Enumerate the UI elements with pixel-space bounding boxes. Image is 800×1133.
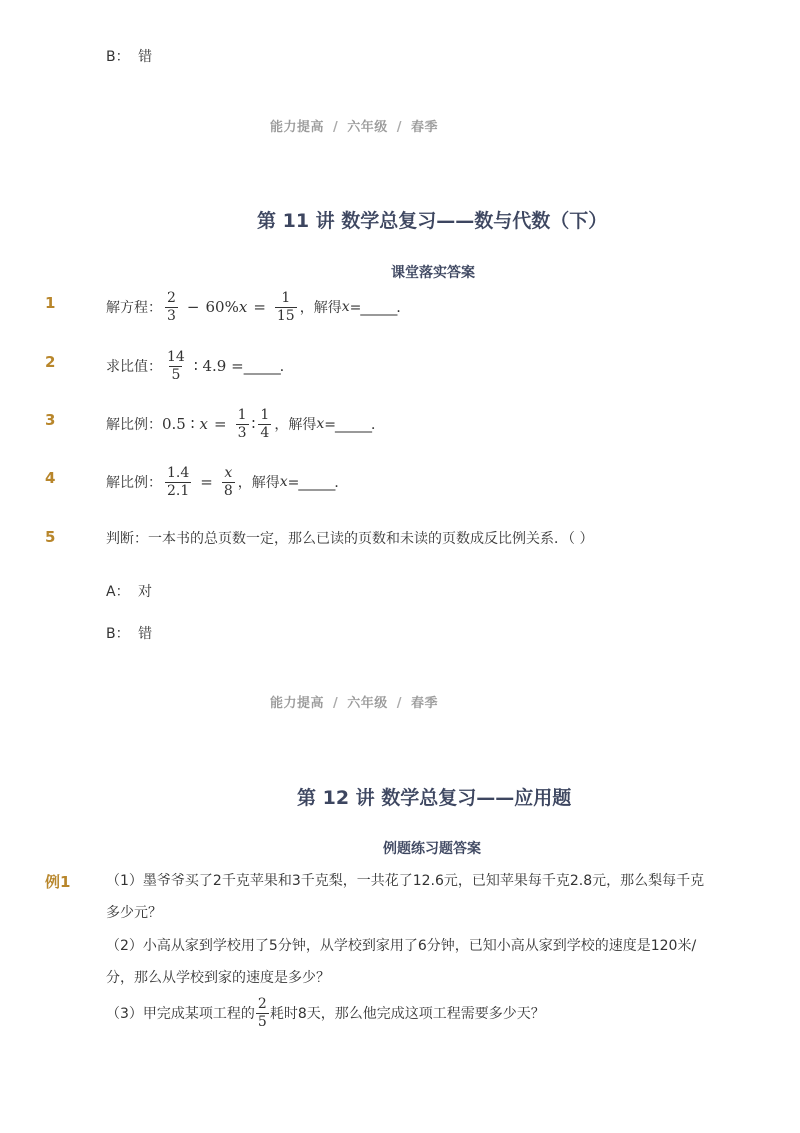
question-number: 4 bbox=[45, 469, 56, 487]
answer-blank: =______． bbox=[349, 300, 410, 316]
denominator: 2.1 bbox=[167, 482, 190, 499]
example-part-3 bbox=[106, 993, 545, 1033]
answer-variable: x bbox=[341, 299, 350, 315]
equals-sign: = bbox=[214, 415, 227, 433]
example-part-3-suffix: 耗时8天，那么他完成这项工程需要多少天？ bbox=[269, 1006, 545, 1022]
lecture-title: 第 12 讲 数学总复习——应用题 bbox=[297, 787, 572, 809]
question-number: 1 bbox=[45, 294, 56, 312]
footer-separator: / bbox=[333, 696, 339, 711]
fraction bbox=[275, 290, 297, 325]
example-part-2-line-2: 分，那么从学校到家的速度是多少？ bbox=[106, 970, 330, 986]
example-part-2-line-1: （2）小高从家到学校用了5分钟，从学校到家用了6分钟，已知小高从家到学校的速度是120米/ bbox=[106, 938, 697, 954]
fraction bbox=[165, 290, 178, 325]
answer-variable: x bbox=[316, 416, 325, 432]
example-part-3-prefix: （3）甲完成某项工程的 bbox=[106, 1006, 255, 1022]
section-title: 课堂落实答案 bbox=[391, 265, 475, 281]
question-prefix: 解方程： bbox=[106, 300, 162, 316]
percent-value: 60% bbox=[205, 298, 239, 316]
equals-sign: = bbox=[200, 473, 213, 491]
option-a bbox=[106, 581, 152, 601]
fraction bbox=[165, 465, 191, 500]
question-2 bbox=[106, 345, 293, 387]
option-b bbox=[106, 623, 152, 643]
question-prefix: 解比例： bbox=[106, 417, 162, 433]
denominator: 3 bbox=[237, 424, 247, 441]
page-footer bbox=[270, 116, 438, 135]
fraction bbox=[165, 349, 187, 384]
question-suffix: ，解得 bbox=[274, 417, 317, 433]
option-b bbox=[106, 46, 152, 66]
footer-separator: / bbox=[333, 120, 339, 135]
example-part-1-line-2: 多少元？ bbox=[106, 905, 162, 921]
numerator: 14 bbox=[167, 348, 185, 365]
option-letter: B： bbox=[106, 626, 130, 642]
question-5-text: 判断：一本书的总页数一定，那么已读的页数和未读的页数成反比例关系．（ ） bbox=[106, 531, 594, 547]
denominator: 4 bbox=[260, 424, 270, 441]
fraction bbox=[256, 996, 269, 1031]
question-suffix: ，解得 bbox=[237, 475, 280, 491]
footer-grade: 六年级 bbox=[347, 120, 388, 135]
question-number: 5 bbox=[45, 528, 56, 546]
ratio-colon: ∶ bbox=[251, 415, 256, 433]
fraction bbox=[222, 465, 235, 500]
denominator: 5 bbox=[171, 366, 181, 383]
variable: x bbox=[199, 415, 208, 433]
question-prefix: 求比值： bbox=[106, 359, 162, 375]
answer-blank: =______． bbox=[324, 417, 384, 433]
variable: x bbox=[238, 298, 248, 316]
numerator: 2 bbox=[257, 995, 267, 1012]
numerator: 1 bbox=[281, 289, 291, 306]
option-text: 错 bbox=[138, 626, 153, 642]
answer-variable: x bbox=[279, 474, 288, 490]
numerator: 1 bbox=[237, 406, 247, 423]
footer-season: 春季 bbox=[411, 120, 439, 135]
answer-blank: ______． bbox=[243, 359, 293, 375]
question-1 bbox=[106, 286, 409, 328]
question-suffix: ，解得 bbox=[299, 300, 342, 316]
example-label: 例1 bbox=[45, 873, 71, 891]
minus-sign: − bbox=[186, 298, 200, 316]
question-prefix: 解比例： bbox=[106, 475, 162, 491]
footer-course: 能力提高 bbox=[270, 696, 325, 711]
option-letter: B： bbox=[106, 49, 130, 65]
fraction bbox=[236, 407, 249, 442]
option-letter: A： bbox=[106, 584, 130, 600]
answer-blank: =______． bbox=[287, 475, 348, 491]
fraction bbox=[258, 407, 271, 442]
ratio-expression: ∶ 4.9 = bbox=[193, 357, 244, 375]
option-text: 对 bbox=[138, 584, 153, 600]
numerator: 1.4 bbox=[167, 464, 190, 481]
denominator: 15 bbox=[276, 307, 295, 324]
option-text: 错 bbox=[138, 49, 153, 65]
question-number: 2 bbox=[45, 353, 56, 371]
footer-separator: / bbox=[396, 120, 403, 135]
footer-separator: / bbox=[396, 696, 403, 711]
question-number: 3 bbox=[45, 411, 56, 429]
lecture-title: 第 11 讲 数学总复习——数与代数（下） bbox=[257, 210, 608, 232]
footer-course: 能力提高 bbox=[270, 120, 325, 135]
numerator: x bbox=[224, 464, 233, 481]
page-footer bbox=[270, 692, 438, 711]
question-3 bbox=[106, 403, 384, 445]
example-part-1-line-1: （1）墨爷爷买了2千克苹果和3千克梨，一共花了12.6元，已知苹果每千克2.8元，那么梨每千克 bbox=[106, 873, 705, 889]
denominator: 3 bbox=[167, 307, 176, 324]
question-4 bbox=[106, 461, 347, 503]
ratio-lhs: 0.5 ∶ bbox=[162, 415, 195, 433]
denominator: 8 bbox=[223, 482, 233, 499]
numerator: 1 bbox=[260, 406, 270, 423]
equals-sign: = bbox=[253, 298, 266, 316]
footer-grade: 六年级 bbox=[347, 696, 388, 711]
footer-season: 春季 bbox=[411, 696, 439, 711]
section-title: 例题练习题答案 bbox=[383, 841, 481, 857]
numerator: 2 bbox=[167, 289, 176, 306]
denominator: 5 bbox=[257, 1013, 267, 1030]
